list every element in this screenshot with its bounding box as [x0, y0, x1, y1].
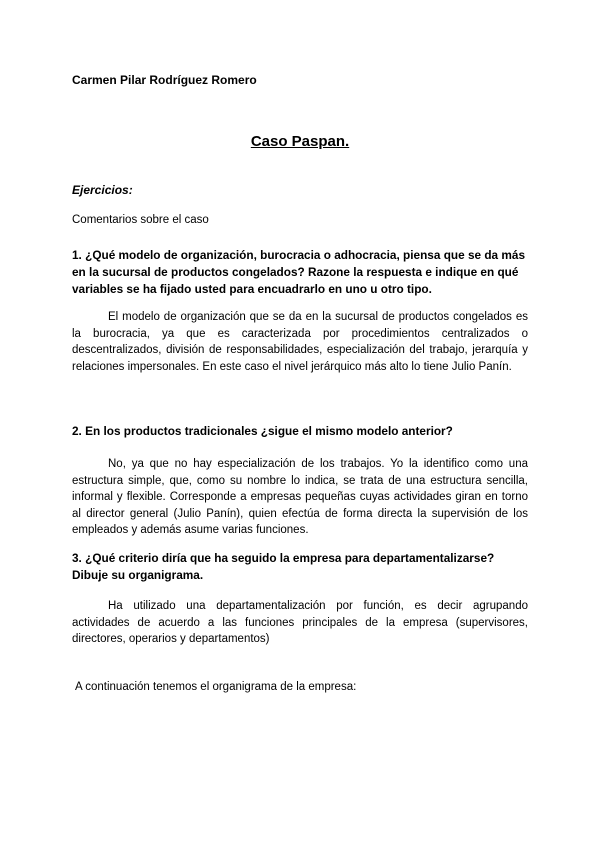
question-2: 2. En los productos tradicionales ¿sigue el mismo modelo anterior? [72, 424, 453, 438]
author-name: Carmen Pilar Rodríguez Romero [72, 73, 257, 87]
question-1: 1. ¿Qué modelo de organización, burocracia o adhocracia, piensa que se da más en la sucursal de productos congelados? Razone la respuesta e indique en qué variables se ha fijado usted para encuadrarlo en uno u otro tipo. [72, 248, 526, 296]
question-3: 3. ¿Qué criterio diría que ha seguido la empresa para departamentalizarse? Dibuje su organigrama. [72, 551, 495, 582]
document-title: Caso Paspan. [250, 133, 350, 150]
section-label: Ejercicios: [72, 183, 133, 197]
answer-2: No, ya que no hay especialización de los trabajos. Yo la identifico como una estructura simple, que, como su nombre lo indica, se trata de una estructura sencilla, informal y flexible. Corresponde a empresas pequeñas cuyas actividades giran en torno al director general (Julio Panín), quien efectúa de forma directa la supervisión de los empleados y además asume varias funciones. [72, 458, 528, 536]
answer-3: Ha utilizado una departamentalización por función, es decir agrupando actividades de acuerdo a las funciones principales de la empresa (supervisores, directores, operarios y departamentos) [72, 600, 528, 645]
intro-text: Comentarios sobre el caso [72, 214, 209, 226]
continuation-text: A continuación tenemos el organigrama de la empresa: [75, 681, 357, 693]
answer-1: El modelo de organización que se da en la sucursal de productos congelados es la burocracia, ya que es caracterizada por procedimientos centralizados o descentralizados, división de responsabilidades, especialización del trabajo, jerarquía y relaciones impersonales. En este caso el nivel jerárquico más alto lo tiene Julio Panín. [72, 311, 528, 373]
